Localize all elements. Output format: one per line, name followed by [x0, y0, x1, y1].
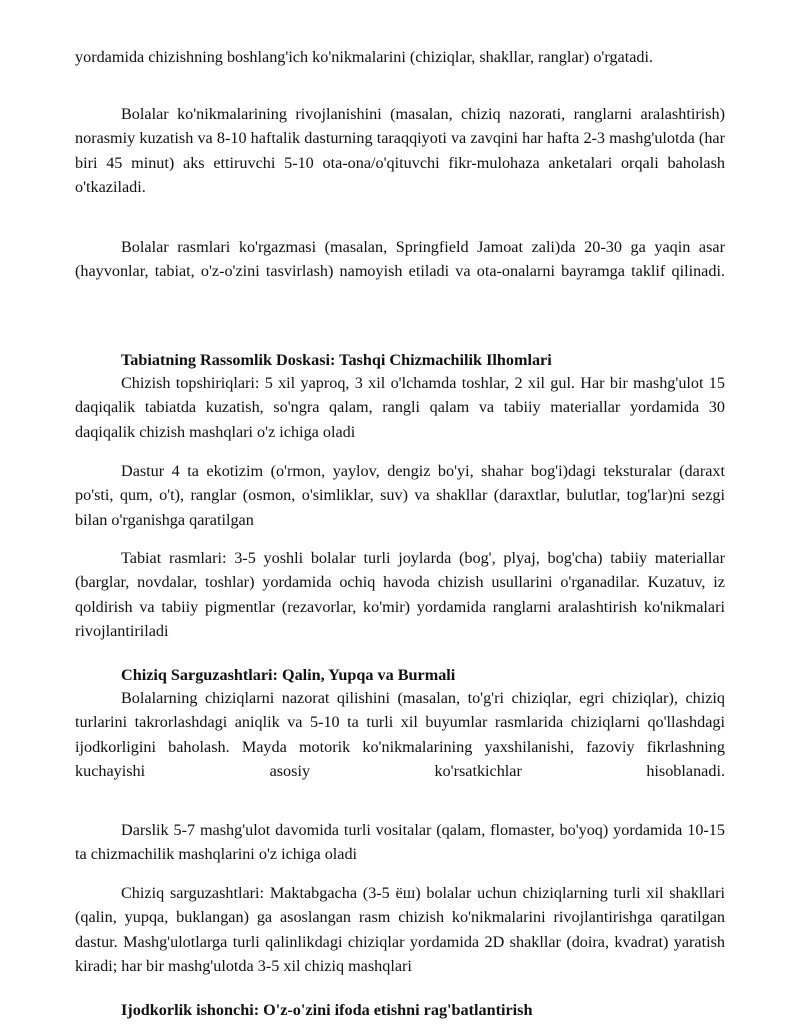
heading-nature-drawing: Tabiatning Rassomlik Doskasi: Tashqi Chizmachilik Ilhomlari: [121, 351, 552, 369]
paragraph-textbook: Darslik 5-7 mashg'ulot davomida turli vositalar (qalam, flomaster, bo'yoq) yordamida 10-15 ta chizmachilik mashqlarini o'z ichiga oladi: [75, 821, 725, 864]
paragraph-line-control: Bolalarning chiziqlarni nazorat qilishini (masalan, to'g'ri chiziqlar, egri chiziqlar), chiziq turlarini takrorlashdagi aniqlik va 5-10 ta turli xil buyumlar rasmlarida chiziqlarni qo'llashdagi ijodkorligini baholash. Mayda motorik ko'nikmalarining yaxshilanishi, fazoviy fikrlashning kuchayishi asosiy ko'rsatkichlar hisoblanadi.: [75, 689, 725, 781]
paragraph-exhibition: Bolalar rasmlari ko'rgazmasi (masalan, Springfield Jamoat zali)da 20-30 ga yaqin asar (hayvonlar, tabiat, o'z-o'zini tasvirlash) namoyish etiladi va ota-onalarni bayramga taklif qilinadi.: [75, 238, 725, 281]
paragraph-line-program: Chiziq sarguzashtlari: Maktabgacha (3-5 ёш) bolalar uchun chiziqlarning turli xil shakllari (qalin, yupqa, buklangan) ga asoslangan rasm chizish ko'nikmalarini rivojlantirishga qaratilgan dastur. Mashg'ulotlarga turli qalinlikdagi chiziqlar yordamida 2D shakllar (doira, kvadrat) yaratish kiradi; har bir mashg'ulotda 3-5 xil chiziq mashqlari: [75, 884, 725, 976]
paragraph-assessment: Bolalar ko'nikmalarining rivojlanishini (masalan, chiziq nazorati, ranglarni aralashtirish) norasmiy kuzatish va 8-10 haftalik dasturning taraqqiyoti va zavqini har hafta 2-3 mashg'ulotda (har biri 45 minut) aks ettiruvchi 5-10 ota-ona/o'qituvchi fikr-mulohaza anketalari orqali baholash o'tkaziladi.: [75, 105, 725, 197]
paragraph-nature-pictures: Tabiat rasmlari: 3-5 yoshli bolalar turli joylarda (bog', plyaj, bog'cha) tabiiy materiallar (barglar, novdalar, toshlar) yordamida ochiq havoda chizish usullarini o'rganadilar. Kuzatuv, iz qoldirish va tabiiy pigmentlar (rezavorlar, ko'mir) yordamida ranglarni aralashtirish ko'nikmalari rivojlantiriladi: [75, 549, 725, 641]
heading-line-adventures: Chiziq Sarguzashtlari: Qalin, Yupqa va Burmali: [121, 666, 456, 684]
paragraph-ecosystems: Dastur 4 ta ekotizim (o'rmon, yaylov, dengiz bo'yi, shahar bog'i)dagi teksturalar (daraxt po'sti, qum, o't), ranglar (osmon, o'simliklar, suv) va shakllar (daraxtlar, bulutlar, tog'lar)ni sezgi bilan o'rganishga qaratilgan: [75, 462, 725, 529]
paragraph-drawing-tasks: Chizish topshiriqlari: 5 xil yaproq, 3 xil o'lchamda toshlar, 2 xil gul. Har bir mashg'ulot 15 daqiqalik tabiatda kuzatish, so'ngra qalam, rangli qalam va tabiiy materiallar yordamida 30 daqiqalik chizish mashqlari o'z ichiga oladi: [75, 374, 725, 441]
paragraph-intro-continuation: yordamida chizishning boshlang'ich ko'nikmalarini (chiziqlar, shakllar, ranglar) o'rgatadi.: [75, 48, 654, 66]
heading-creative-confidence: Ijodkorlik ishonchi: O'z-o'zini ifoda etishni rag'batlantirish: [121, 1001, 533, 1019]
